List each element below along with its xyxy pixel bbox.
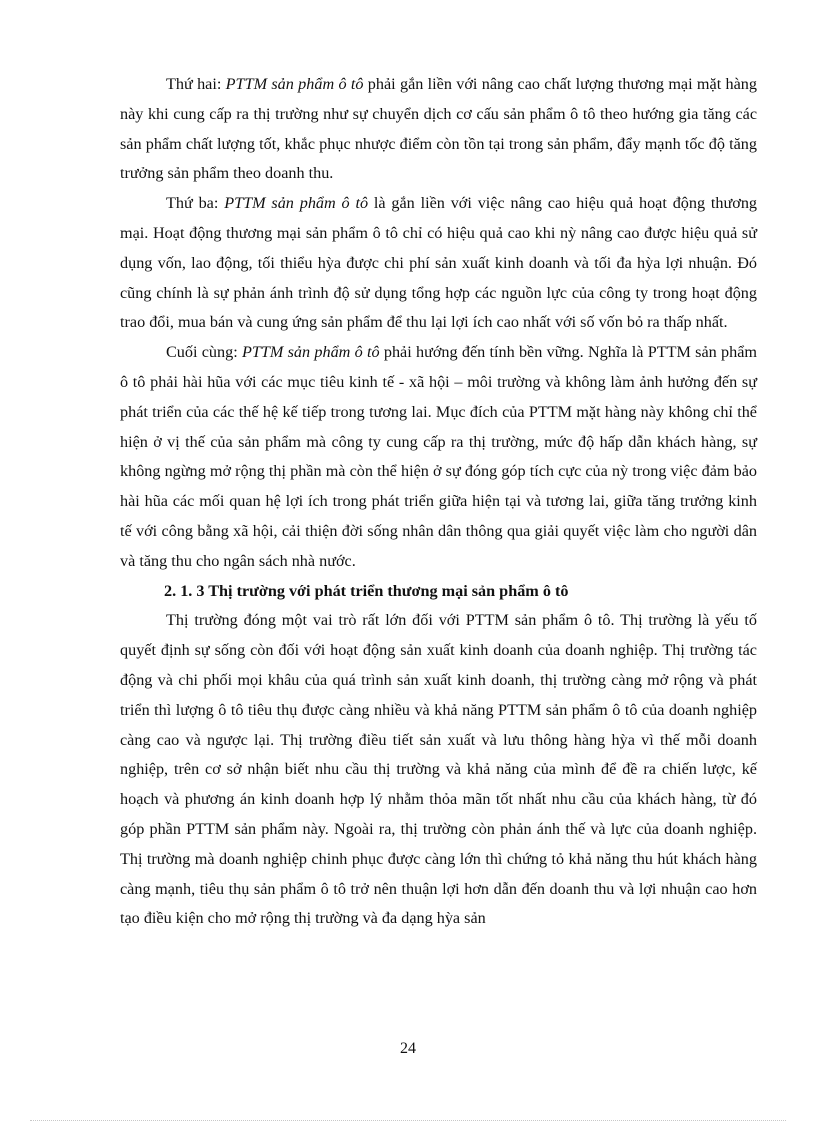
section-heading: 2. 1. 3 Thị trường với phát triển thương mại sản phẩm ô tô bbox=[164, 581, 569, 600]
italic-term: PTTM sản phẩm ô tô bbox=[224, 194, 369, 213]
paragraph-text: là gắn liền với việc nâng cao hiệu quả hoạt động thương mại. Hoạt động thương mại sản phẩm ô tô chỉ có hiệu quả cao khi nỳ nâng cao được hiệu quả sử dụng vốn, lao động, tối thiểu hỳa được chi phí sản xuất kinh doanh và tối đa hỳa lợi nhuận. Đó cũng chính là sự phản ánh trình độ sử dụng tổng hợp các nguồn lực của công ty trong hoạt động trao đổi, mua bán và cung ứng sản phẩm để thu lại lợi ích cao nhất với số vốn bỏ ra thấp nhất. bbox=[120, 194, 758, 332]
paragraph-thi-truong: Thị trường đóng một vai trò rất lớn đối với PTTM sản phẩm ô tô. Thị trường là yếu tố quyết định sự sống còn đối với hoạt động sản xuất kinh doanh của doanh nghiệp. Thị trường tác động và chi phối mọi khâu của quá trình sản xuất kinh doanh, thị trường càng mở rộng và phát triển thì lượng ô tô tiêu thụ được càng nhiều và khả năng PTTM sản phẩm ô tô của doanh nghiệp càng cao và ngược lại. Thị trường điều tiết sản xuất và lưu thông hàng hỳa vì thế mỗi doanh nghiệp, trên cơ sở nhận biết nhu cầu thị trường và khả năng của mình để đề ra chiến lược, kế hoạch và phương án kinh doanh hợp lý nhằm thỏa mãn tốt nhất nhu cầu của khách hàng, từ đó góp phần PTTM sản phẩm này. Ngoài ra, thị trường còn phản ánh thế và lực của doanh nghiệp. Thị trường mà doanh nghiệp chinh phục được càng lớn thì chứng tỏ khả năng thu hút khách hàng càng mạnh, tiêu thụ sản phẩm ô tô trở nên thuận lợi hơn dẫn đến doanh thu và lợi nhuận cao hơn tạo điều kiện cho mở rộng thị trường và đa dạng hỳa sản bbox=[120, 611, 757, 928]
page-body bbox=[120, 70, 757, 934]
paragraph-thu-ba bbox=[120, 189, 757, 338]
paragraph-lead: Thứ ba: bbox=[166, 194, 225, 213]
paragraph-lead: Thứ hai: bbox=[166, 75, 226, 93]
italic-term: PTTM sản phẩm ô tô bbox=[225, 75, 364, 93]
italic-term: PTTM sản phẩm ô tô bbox=[241, 343, 380, 362]
paragraph-thu-hai bbox=[120, 70, 757, 189]
paragraph-text: phải hướng đến tính bền vững. Nghĩa là PTTM sản phẩm ô tô phải hài hũa với các mục tiêu kinh tế - xã hội – môi trường và không làm ảnh hưởng đến sự phát triển của các thế hệ kế tiếp trong tương lai. Mục đích của PTTM mặt hàng này không chỉ thể hiện ở vị thế của sản phẩm mà công ty cung cấp ra thị trường, mức độ hấp dẫn khách hàng, sự không ngừng mở rộng thị phần mà còn thể hiện ở sự đóng góp tích cực của nỳ trong việc đảm bảo hài hũa các mối quan hệ lợi ích trong phát triển giữa hiện tại và tương lai, giữa tăng trưởng kinh tế với công bằng xã hội, cải thiện đời sống nhân dân thông qua giải quyết việc làm cho người dân và tăng thu cho ngân sách nhà nước. bbox=[120, 343, 757, 570]
paragraph-lead: Cuối cùng: bbox=[166, 343, 242, 362]
paragraph-text: phải gắn liền với nâng cao chất lượng thương mại mặt hàng này khi cung cấp ra thị trường như sự chuyển dịch cơ cấu sản phẩm ô tô theo hướng gia tăng các sản phẩm chất lượng tốt, khắc phục nhược điểm còn tồn tại trong sản phẩm, đẩy mạnh tốc độ tăng trưởng sản phẩm theo doanh thu. bbox=[120, 75, 757, 183]
page-number: 24 bbox=[400, 1040, 416, 1057]
page-bottom-divider bbox=[30, 1120, 786, 1121]
paragraph-cuoi-cung bbox=[120, 338, 757, 576]
